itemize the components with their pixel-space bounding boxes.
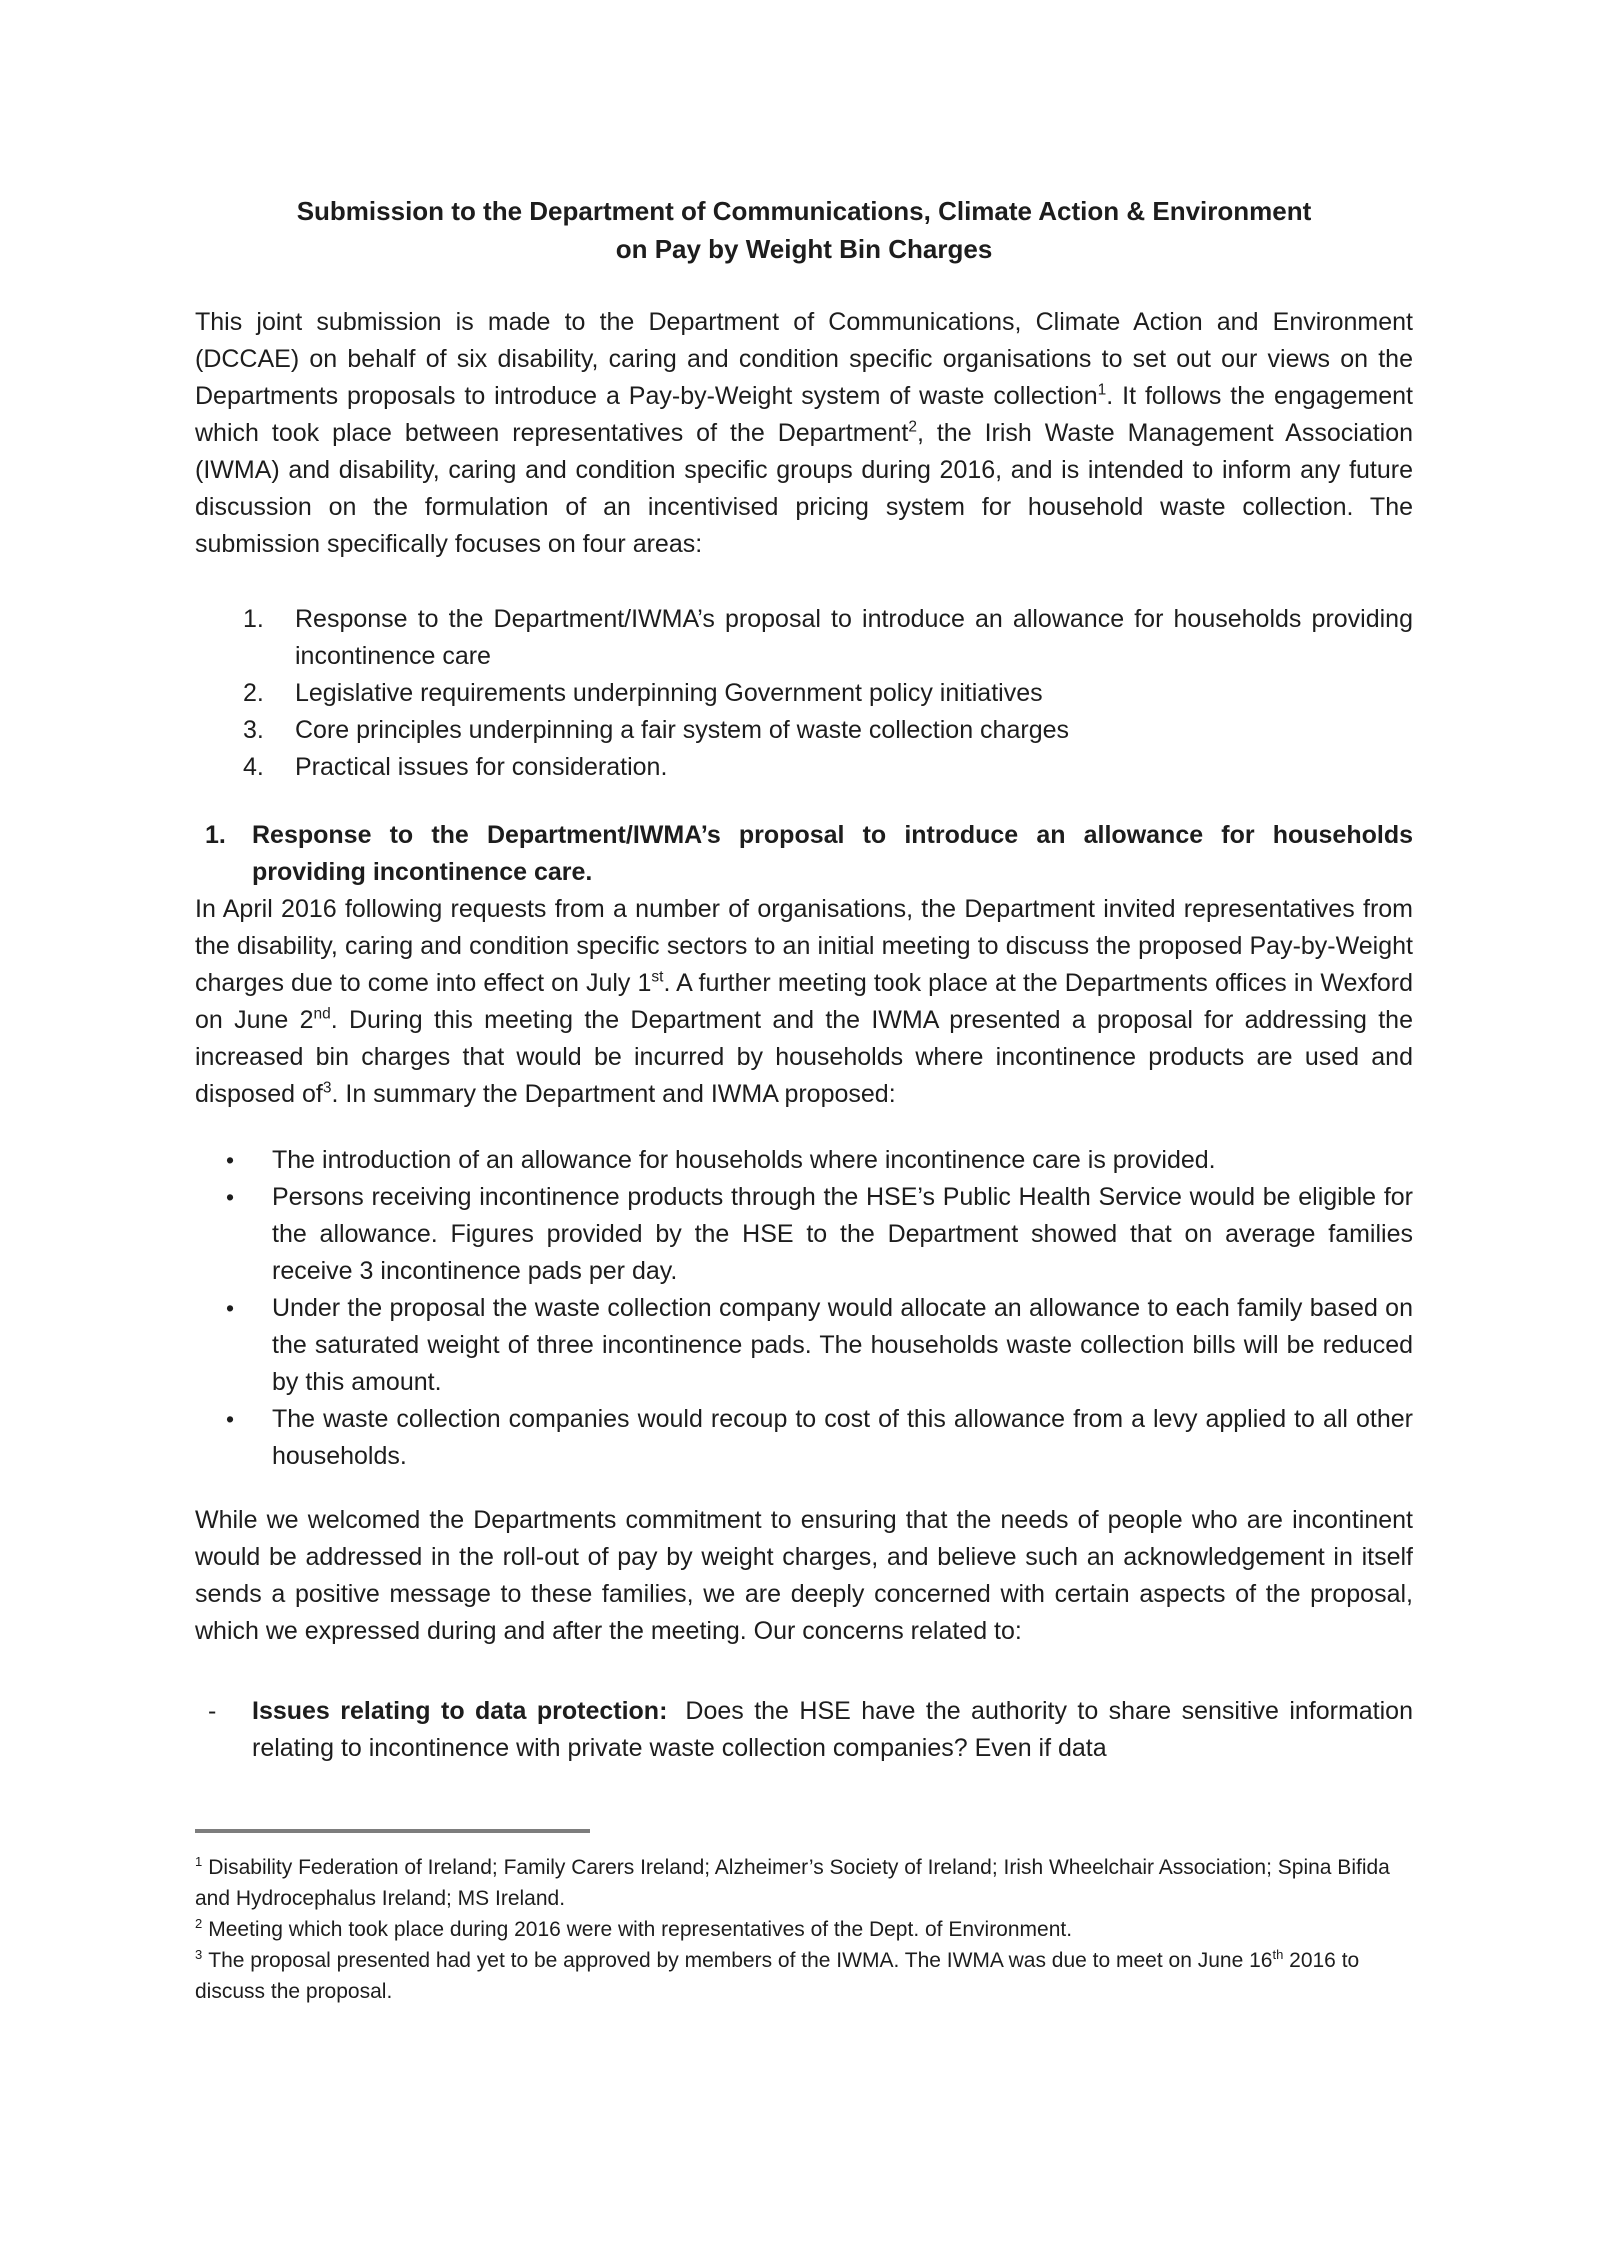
bullet-item-3 xyxy=(195,1290,1413,1401)
bullet-item-1 xyxy=(195,1142,1413,1179)
bullet-item-4-text: The waste collection companies would recoup to cost of this allowance from a levy applied to all other households. xyxy=(272,1405,1413,1470)
agenda-item-4 xyxy=(195,749,1413,786)
concerns-paragraph: While we welcomed the Departments commitment to ensuring that the needs of people who are incontinent would be addressed in the roll-out of pay by weight charges, and believe such an acknowledgement in itself sends a positive message to these families, we are deeply concerned with certain aspects of the proposal, which we expressed during and after the meeting. Our concerns related to: xyxy=(195,1506,1413,1645)
footnote-separator xyxy=(195,1829,590,1833)
title-line-2: on Pay by Weight Bin Charges xyxy=(615,234,993,264)
footnote-3-text: The proposal presented had yet to be approved by members of the IWMA. The IWMA was due to meet on June 16th 2016 to discuss the proposal. xyxy=(195,1947,1360,2003)
footnote-3 xyxy=(195,1945,1413,2007)
footnote-2-text: Meeting which took place during 2016 were with representatives of the Dept. of Environment. xyxy=(208,1918,1073,1941)
concern-text: Does the HSE have the authority to share sensitive information relating to incontinence with private waste collection companies? Even if data xyxy=(252,1697,1413,1762)
agenda-list xyxy=(195,601,1413,786)
agenda-item-3 xyxy=(195,712,1413,749)
footnote-1-text: Disability Federation of Ireland; Family Carers Ireland; Alzheimer’s Society of Ireland; Irish Wheelchair Association; Spina Bifida and Hydrocephalus Ireland; MS Ireland. xyxy=(195,1856,1390,1910)
intro-paragraph: This joint submission is made to the Department of Communications, Climate Action and Environment (DCCAE) on behalf of six disability, caring and condition specific organisations to set out our views on the Departments proposals to introduce a Pay-by-Weight system of waste collection$^1$. It follows the engagement which took place between representatives of the Department$^2$, the Irish Waste Management Association (IWMA) and disability, caring and condition specific groups during 2016, and is intended to inform any future discussion on the formulation of an incentivised pricing system for household waste collection. The submission specifically focuses on four areas: xyxy=(195,308,1413,558)
footnote-1 xyxy=(195,1852,1413,1914)
section-1-paragraph: In April 2016 following requests from a number of organisations, the Department invited representatives from the disability, caring and condition specific sectors to an initial meeting to discuss the proposed Pay-by-Weight charges due to come into effect on July 1st. A further meeting took place at the Departments offices in Wexford on June 2nd. During this meeting the Department and the IWMA presented a proposal for addressing the increased bin charges that would be incurred by households where incontinence products are used and disposed $of^3$. In summary the Department and IWMA proposed: xyxy=(195,895,1413,1108)
agenda-item-2-text: Legislative requirements underpinning Government policy initiatives xyxy=(295,679,1043,707)
section-1-heading-text: Response to the Department/IWMA’s proposal to introduce an allowance for households providing incontinence care. xyxy=(252,821,1413,886)
footnote-2 xyxy=(195,1914,1413,1945)
agenda-item-3-number: 3. xyxy=(243,716,264,744)
bullet-icon: • xyxy=(226,1406,235,1432)
bullet-icon: • xyxy=(226,1184,235,1210)
section-1-heading xyxy=(195,817,1413,891)
agenda-item-1-number: 1. xyxy=(243,605,264,633)
document-title xyxy=(195,192,1413,268)
footnote-1-number: 1 xyxy=(195,1854,203,1869)
bullet-icon: • xyxy=(226,1147,235,1173)
section-1-number: 1. xyxy=(205,821,226,849)
bullet-item-3-text: Under the proposal the waste collection company would allocate an allowance to each family based on the saturated weight of three incontinence pads. The households waste collection bills will be reduced by this amount. xyxy=(272,1294,1413,1396)
footnotes-section xyxy=(195,1852,1413,2007)
footnote-2-number: 2 xyxy=(195,1916,203,1931)
bullet-item-4 xyxy=(195,1401,1413,1475)
bullet-item-2 xyxy=(195,1179,1413,1290)
agenda-item-3-text: Core principles underpinning a fair system of waste collection charges xyxy=(295,716,1069,744)
agenda-item-1 xyxy=(195,601,1413,675)
title-line-1: Submission to the Department of Communications, Climate Action & Environment xyxy=(296,196,1312,226)
bullet-icon: • xyxy=(226,1295,235,1321)
agenda-item-2 xyxy=(195,675,1413,712)
proposal-bullet-list xyxy=(195,1142,1413,1475)
agenda-item-4-number: 4. xyxy=(243,753,264,781)
bullet-item-1-text: The introduction of an allowance for households where incontinence care is provided. xyxy=(272,1146,1216,1174)
agenda-item-1-text: Response to the Department/IWMA’s proposal to introduce an allowance for households providing incontinence care xyxy=(295,605,1413,670)
concern-item-data-protection xyxy=(195,1693,1413,1767)
agenda-item-4-text: Practical issues for consideration. xyxy=(295,753,668,781)
agenda-item-2-number: 2. xyxy=(243,679,264,707)
dash-icon: - xyxy=(208,1697,217,1725)
bullet-item-2-text: Persons receiving incontinence products through the HSE’s Public Health Service would be eligible for the allowance. Figures provided by the HSE to the Department showed that on average families receive 3 incontinence pads per day. xyxy=(272,1183,1413,1285)
document-content xyxy=(195,0,1413,2007)
concern-label: Issues relating to data protection: xyxy=(252,1697,668,1725)
footnote-3-number: 3 xyxy=(195,1947,203,1962)
